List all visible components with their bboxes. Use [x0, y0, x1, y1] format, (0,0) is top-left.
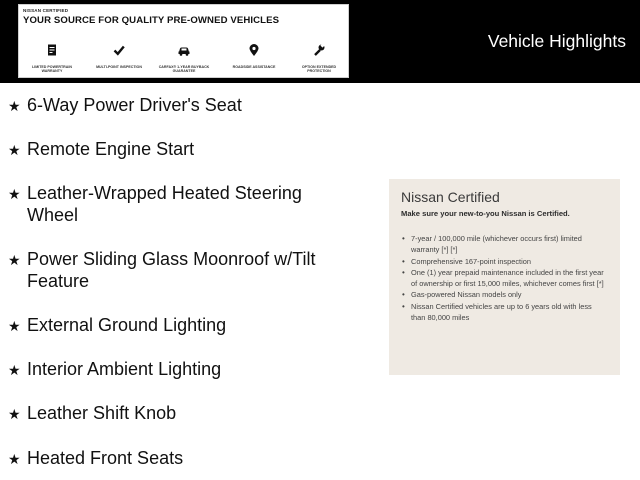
feature-item: [8, 248, 358, 292]
banner-item-inspection: [89, 43, 149, 69]
feature-text: Leather Shift Knob: [27, 403, 177, 423]
feature-item: [8, 182, 358, 226]
car-icon: [177, 43, 191, 57]
wrench-icon: [312, 43, 326, 57]
star-icon: ★: [8, 252, 21, 268]
star-icon: ★: [8, 318, 21, 334]
banner-item-label: CARFAX® 1-YEAR BUYBACK GUARANTEE: [158, 65, 210, 74]
feature-text: Remote Engine Start: [27, 139, 195, 159]
nissan-certified-card: [389, 179, 620, 375]
banner-item-label: ROADSIDE ASSISTANCE: [232, 65, 276, 69]
location-pin-icon: [247, 43, 261, 57]
header-bar: [0, 0, 640, 83]
feature-text: Heated Front Seats: [27, 448, 184, 468]
star-icon: ★: [8, 142, 21, 158]
feature-item: [8, 94, 358, 116]
feature-item: [8, 447, 358, 469]
feature-text: 6-Way Power Driver's Seat: [27, 95, 242, 115]
star-icon: ★: [8, 98, 21, 114]
banner-item-buyback: [154, 43, 214, 73]
banner-item-label: OPTION EXTENDED PROTECTION: [301, 65, 337, 74]
banner-item-protection: [289, 43, 349, 73]
banner-item-roadside: [224, 43, 284, 69]
banner-item-label: MULTI-POINT INSPECTION: [96, 65, 142, 69]
banner-kicker: NISSAN CERTIFIED: [23, 8, 69, 13]
certified-banner: [18, 4, 349, 78]
feature-item: [8, 138, 358, 160]
star-icon: ★: [8, 406, 21, 422]
list-item: • Nissan Certified vehicles are up to 6 years old with less than 80,000 miles: [401, 301, 608, 324]
banner-title: YOUR SOURCE FOR QUALITY PRE-OWNED VEHICLES: [23, 15, 280, 26]
feature-text: Power Sliding Glass Moonroof w/Tilt Feature: [27, 249, 316, 291]
feature-text: External Ground Lighting: [27, 315, 227, 335]
document-icon: [45, 43, 59, 57]
card-title: Nissan Certified: [401, 189, 500, 205]
feature-item: [8, 402, 358, 424]
banner-item-label: LIMITED POWERTRAIN WARRANTY: [32, 65, 72, 74]
star-icon: ★: [8, 362, 21, 378]
card-subtitle: Make sure your new-to-you Nissan is Certified.: [401, 209, 570, 218]
vehicle-highlights-title: Vehicle Highlights: [487, 31, 626, 51]
list-item: • One (1) year prepaid maintenance included in the first year of ownership or first 15,000 miles, whichever comes first [*]: [401, 267, 608, 290]
checkmark-icon: [112, 43, 126, 57]
star-icon: ★: [8, 451, 21, 467]
star-icon: ★: [8, 186, 21, 202]
list-item: • Gas-powered Nissan models only: [401, 289, 608, 300]
feature-item: [8, 314, 358, 336]
list-item: • 7-year / 100,000 mile (whichever occurs first) limited warranty [*] [*]: [401, 233, 608, 256]
card-bullet-list: [401, 233, 608, 323]
feature-text: Interior Ambient Lighting: [27, 359, 222, 379]
list-item: • Comprehensive 167-point inspection: [401, 256, 608, 267]
feature-item: [8, 358, 358, 380]
banner-item-warranty: [22, 43, 82, 73]
feature-text: Leather-Wrapped Heated Steering Wheel: [27, 183, 302, 225]
